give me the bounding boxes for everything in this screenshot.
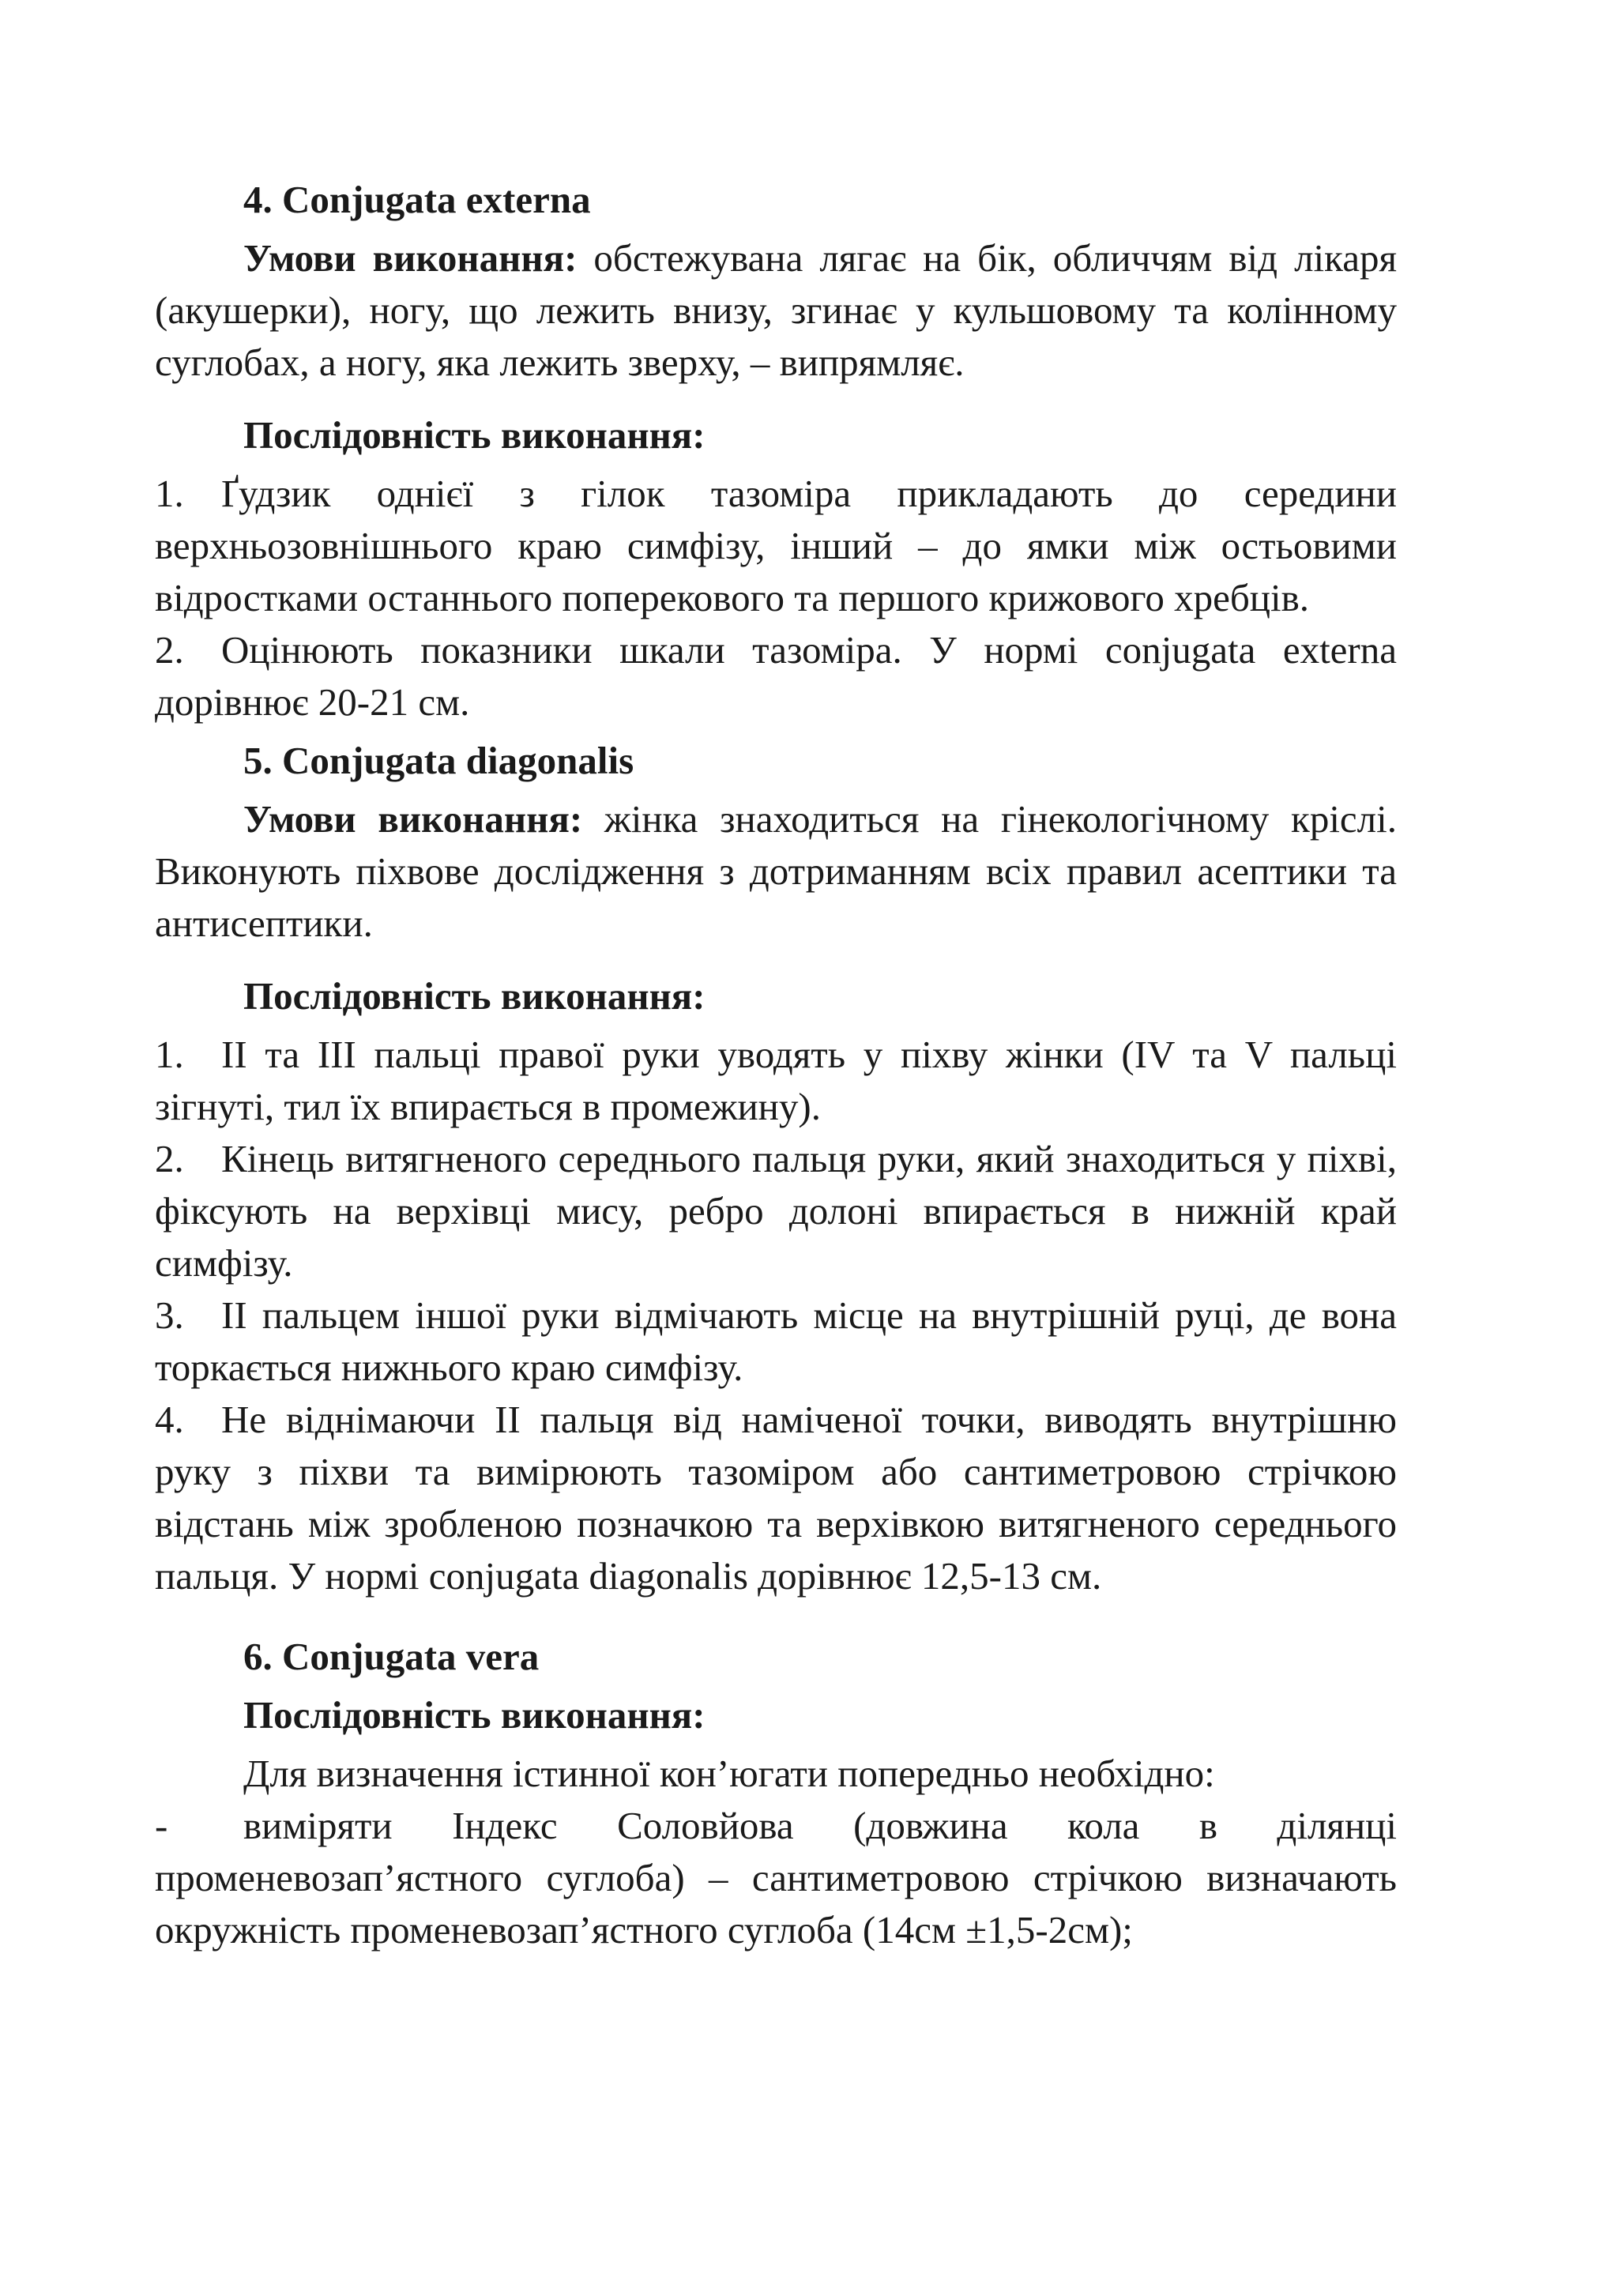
section-4-conditions [155,232,1397,389]
step-text: Оцінюють показники шкали тазоміра. У нормі conjugata externa дорівнює 20-21 см. [155,628,1397,724]
section-4-step-1 [155,468,1397,624]
section-6-bullet-1 [155,1800,1397,1956]
section-5-step-4 [155,1394,1397,1602]
step-number: 2. [155,1137,184,1180]
step-number: 2. [155,628,184,672]
step-text: Не віднімаючи II пальця від наміченої точки, виводять внутрішню руку з піхви та вимірюють тазоміром або сантиметровою стрічкою відстань між зробленою позначкою та верхівкою витягненого середнього пальця. У нормі conjugata diagonalis дорівнює 12,5-13 см. [155,1398,1397,1598]
step-number: 1. [155,1033,184,1076]
section-4-steps [155,468,1397,728]
section-5-title: 5. Conjugata diagonalis [243,739,634,782]
section-5-conditions [155,793,1397,950]
section-5-sequence-label: Послідовність виконання: [243,974,706,1018]
section-6-sequence-label: Послідовність виконання: [243,1693,706,1737]
section-5-steps [155,1029,1397,1602]
section-4-sequence-label: Послідовність виконання: [243,413,706,457]
bullet-text: виміряти Індекс Соловйова (довжина кола в ділянці променевозап’ястного суглоба) – сантиметровою стрічкою визначають окружність променевозап’ястного суглоба (14см ±1,5-2см); [155,1804,1397,1952]
section-5-step-3 [155,1289,1397,1394]
section-5-step-2 [155,1133,1397,1289]
step-text: Ґудзик однієї з гілок тазоміра прикладають до середини верхньозовнішнього краю симфізу, інший – до ямки між остьовими відростками останнього поперекового та першого крижового хребців. [155,472,1397,619]
section-4-conditions-text: обстежувана лягає на бік, обличчям від лікаря (акушерки), ногу, що лежить внизу, згинає у кульшовому та колінному суглобах, а ногу, яка лежить зверху, – випрямляє. [155,236,1397,384]
section-6-bullets [155,1800,1397,1956]
section-5-step-1 [155,1029,1397,1133]
section-5-conditions-label: Умови виконання: [243,797,583,841]
step-number: 1. [155,472,184,515]
section-4-title: 4. Conjugata externa [243,178,591,221]
step-text: II та III пальці правої руки уводять у піхву жінки (IV та V пальці зігнуті, тил їх впирається в промежину). [155,1033,1397,1128]
section-6-title: 6. Conjugata vera [243,1635,540,1678]
section-6-intro: Для визначення істинної кон’югати попередньо необхідно: [243,1752,1215,1795]
document-page [155,174,1397,1956]
section-4-conditions-label: Умови виконання: [243,236,578,280]
step-text: II пальцем іншої руки відмічають місце на внутрішній руці, де вона торкається нижнього краю симфізу. [155,1293,1397,1389]
section-4-step-2 [155,624,1397,728]
bullet-mark: - [155,1804,168,1847]
step-text: Кінець витягненого середнього пальця руки, який знаходиться у піхві, фіксують на верхівці мису, ребро долоні впирається в нижній край симфізу. [155,1137,1397,1285]
section-5-conditions-text: жінка знаходиться на гінекологічному кріслі. Виконують піхвове дослідження з дотриманням всіх правил асептики та антисептики. [155,797,1398,945]
step-number: 3. [155,1293,184,1337]
step-number: 4. [155,1398,184,1441]
